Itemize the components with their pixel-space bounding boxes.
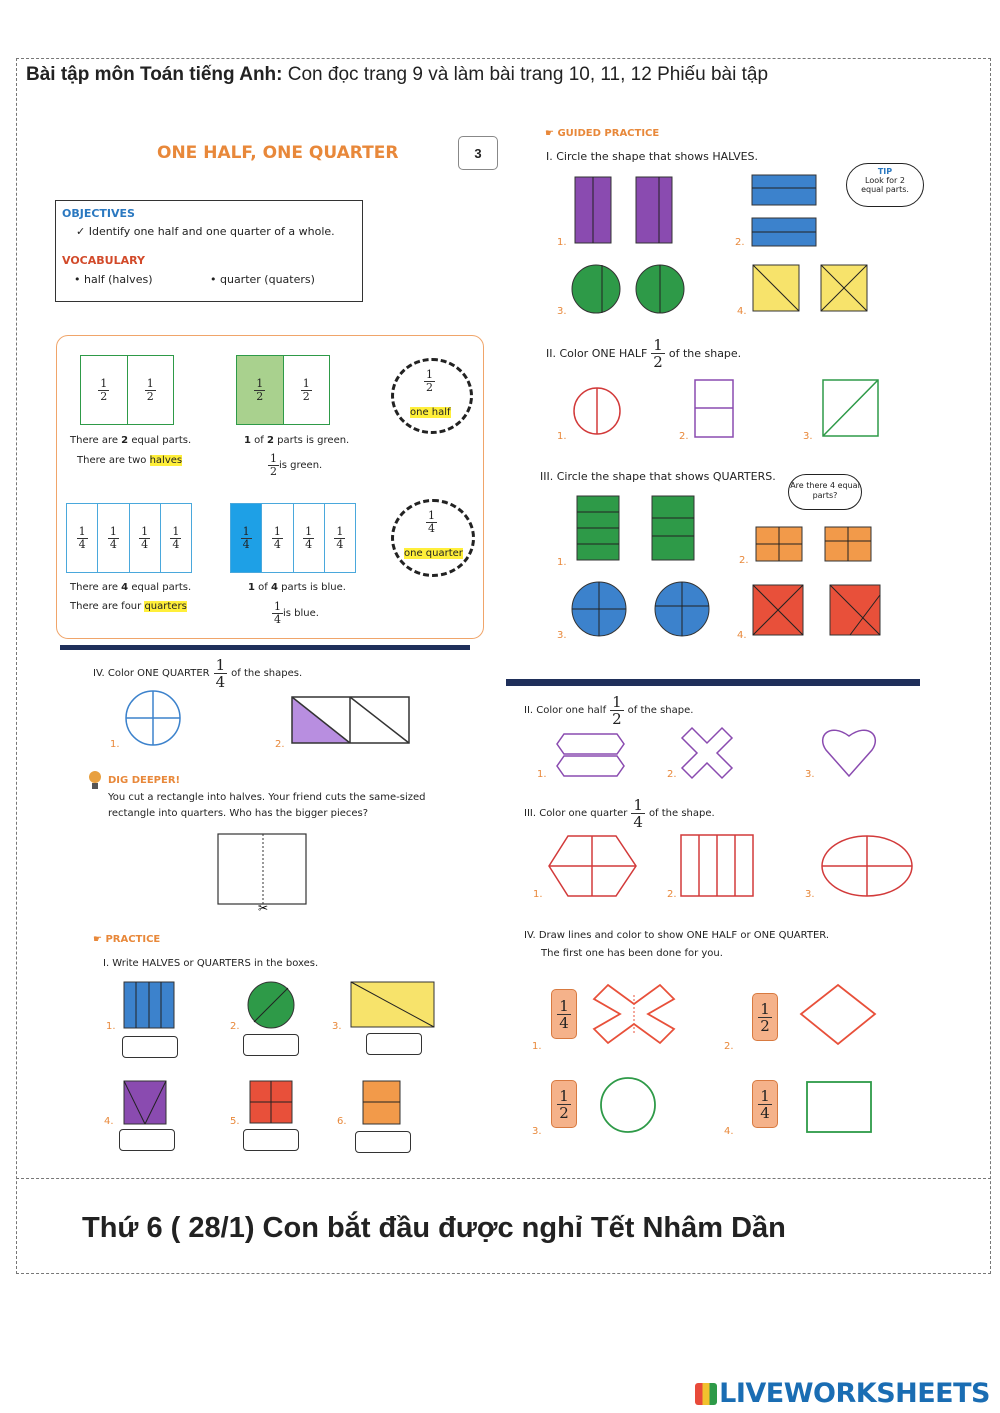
dig-deeper-label: DIG DEEPER!	[108, 775, 181, 786]
right-q4-line2: The first one has been done for you.	[541, 948, 723, 959]
num-label: 2.	[735, 237, 745, 248]
num-label: 3.	[557, 630, 567, 641]
num-label: 4.	[104, 1116, 114, 1127]
right-q3-instruction: III. Color one quarter 1 4 of the shape.	[524, 796, 715, 831]
bar-right	[506, 679, 920, 686]
num-label: 3.	[805, 889, 815, 900]
quarter-part: $\frac{1}{4}$	[130, 504, 161, 572]
one-quarter-label: one quarter	[404, 548, 463, 559]
fraction-tag-half: 1 2	[752, 993, 778, 1041]
practice-shape-2	[248, 982, 294, 1028]
one-half-badge: $\frac{1}{2}$ one half	[391, 358, 473, 434]
practice-label: ☛ PRACTICE	[93, 934, 161, 945]
answer-box-1[interactable]	[122, 1036, 178, 1058]
quarter-part: $\frac{1}{4}$	[98, 504, 129, 572]
right-q3-shape-3[interactable]	[822, 836, 912, 896]
right-q4-shape-1[interactable]	[594, 985, 674, 1043]
num-label: 3.	[557, 306, 567, 317]
guided-q3-shape-3[interactable]	[572, 582, 709, 636]
practice-shape-6	[363, 1081, 400, 1124]
quarter-part: $\frac{1}{4}$	[294, 504, 325, 572]
answer-box-3[interactable]	[366, 1033, 422, 1055]
dig-deeper-rect	[218, 834, 306, 915]
liveworksheets-logo[interactable]	[695, 1378, 990, 1409]
right-q2-shape-3[interactable]	[823, 730, 876, 776]
left-q4-shape-2[interactable]	[292, 697, 409, 743]
num-label: 1.	[557, 431, 567, 442]
guided-q3-shape-1[interactable]	[577, 496, 694, 560]
practice-shape-1	[124, 982, 174, 1028]
right-q2-shape-2[interactable]	[682, 728, 732, 778]
lesson-title: ONE HALF, ONE QUARTER	[157, 143, 399, 163]
num-label: 2.	[724, 1041, 734, 1052]
practice-shape-5	[250, 1081, 292, 1123]
fraction-tag-quarter: 1 4	[752, 1080, 778, 1128]
practice-shape-3	[351, 982, 434, 1027]
one-of-four-text: 1 of 4 parts is blue.	[248, 582, 346, 593]
guided-q2: II. Color ONE HALF 1 2 of the shape.	[546, 336, 742, 371]
half-part: $\frac{1}{2}$	[146, 376, 154, 403]
num-label: 4.	[724, 1126, 734, 1137]
fraction-tag-quarter: 1 4	[551, 989, 577, 1039]
num-label: 2.	[667, 769, 677, 780]
num-label: 2.	[679, 431, 689, 442]
right-q3-shape-1[interactable]	[549, 836, 636, 896]
logo-text: LIVEWORKSHEETS	[719, 1378, 990, 1409]
num-label: 2.	[739, 555, 749, 566]
vocabulary-label: VOCABULARY	[62, 254, 145, 267]
logo-icon	[695, 1383, 717, 1405]
right-q3-shape-2[interactable]	[681, 835, 753, 896]
two-halves-text: There are two halves	[77, 455, 183, 466]
quarter-part: $\frac{1}{4}$	[67, 504, 98, 572]
one-of-two-text: 1 of 2 parts is green.	[244, 435, 350, 446]
quarter-is-blue-text: $\frac{1}{4}$ is blue.	[274, 600, 319, 626]
one-quarter-badge: $\frac{1}{4}$ one quarter	[391, 499, 475, 577]
guided-practice-label: ☛ GUIDED PRACTICE	[545, 128, 660, 139]
guided-q2-shape-2[interactable]	[695, 380, 733, 437]
num-label: 2.	[667, 889, 677, 900]
quarter-part: $\frac{1}{4}$	[336, 524, 344, 551]
quarter-part: $\frac{1}{4}$	[172, 524, 180, 551]
num-label: 3.	[332, 1021, 342, 1032]
num-label: 3.	[805, 769, 815, 780]
svg-text:✂: ✂	[258, 901, 269, 915]
quarter-part-blue: $\frac{1}{4}$	[231, 504, 262, 572]
guided-q2-shape-3[interactable]	[823, 380, 878, 436]
half-part: $\frac{1}{2}$	[302, 376, 310, 403]
right-q2-instruction: II. Color one half 1 2 of the shape.	[524, 693, 694, 728]
right-q4-shape-4[interactable]	[807, 1082, 871, 1132]
num-label: 1.	[110, 739, 120, 750]
guided-q3: III. Circle the shape that shows QUARTERS.	[540, 470, 776, 483]
fraction-tag-half: 1 2	[551, 1080, 577, 1128]
right-q4-line1: IV. Draw lines and color to show ONE HALF or ONE QUARTER.	[524, 930, 830, 941]
num-label: 3.	[532, 1126, 542, 1137]
guided-q1: I. Circle the shape that shows HALVES.	[546, 150, 759, 163]
half-part-green: $\frac{1}{2}$	[237, 356, 284, 424]
left-q4-shape-1[interactable]	[126, 691, 180, 745]
num-label: 5.	[230, 1116, 240, 1127]
header-text: Con đọc trang 9 và làm bài trang 10, 11, 12 Phiếu bài tập	[282, 64, 769, 85]
answer-box-4[interactable]	[119, 1129, 175, 1151]
num-label: 6.	[337, 1116, 347, 1127]
answer-box-6[interactable]	[355, 1131, 411, 1153]
lightbulb-icon	[89, 771, 101, 789]
num-label: 1.	[533, 889, 543, 900]
right-q4-shape-3[interactable]	[601, 1078, 655, 1132]
tip-title: TIP	[877, 167, 893, 176]
answer-box-5[interactable]	[243, 1129, 299, 1151]
left-q4-instruction: IV. Color ONE QUARTER 1 4 of the shapes.	[93, 656, 303, 691]
vocab-quarter: • quarter (quaters)	[210, 273, 315, 286]
four-quarters-text: There are four quarters	[70, 601, 187, 612]
header-bold-label: Bài tập môn Toán tiếng Anh:	[26, 64, 283, 85]
num-label: 3.	[803, 431, 813, 442]
right-q2-shape-1[interactable]	[557, 734, 624, 776]
guided-q3-shape-2[interactable]	[756, 527, 871, 561]
num-label: 1.	[532, 1041, 542, 1052]
num-label: 2.	[230, 1021, 240, 1032]
bar-left	[60, 645, 470, 650]
num-label: 4.	[737, 630, 747, 641]
speech-bubble: Are there 4 equal parts?	[788, 474, 862, 510]
guided-q1-shape-1[interactable]	[575, 177, 672, 243]
num-label: 4.	[737, 306, 747, 317]
objectives-label: OBJECTIVES	[62, 207, 135, 220]
tip-text: Look for 2 equal parts.	[861, 176, 909, 194]
guided-q1-shape-3[interactable]	[572, 265, 684, 313]
quarter-part: $\frac{1}{4}$	[262, 504, 293, 572]
answer-box-2[interactable]	[243, 1034, 299, 1056]
guided-q2-shape-1[interactable]	[574, 388, 620, 434]
guided-q3-shape-4[interactable]	[753, 585, 880, 635]
one-half-label: one half	[410, 407, 451, 418]
dig-deeper-text-1: You cut a rectangle into halves. Your friend cuts the same-sized	[108, 792, 426, 803]
dig-deeper-text-2: rectangle into quarters. Who has the bigger pieces?	[108, 808, 369, 819]
num-label: 1.	[537, 769, 547, 780]
num-label: 2.	[275, 739, 285, 750]
four-equal-parts-text: There are 4 equal parts.	[70, 582, 192, 593]
vocab-half: • half (halves)	[74, 273, 153, 286]
objective-text: ✓ Identify one half and one quarter of a whole.	[76, 225, 335, 238]
practice-shape-4	[124, 1081, 166, 1124]
two-equal-parts-text: There are 2 equal parts.	[70, 435, 192, 446]
half-is-green-text: $\frac{1}{2}$ is green.	[270, 452, 323, 478]
practice-question: I. Write HALVES or QUARTERS in the boxes.	[103, 958, 319, 969]
num-label: 1.	[557, 237, 567, 248]
num-label: 1.	[557, 557, 567, 568]
page-number: 3	[474, 145, 482, 161]
num-label: 1.	[106, 1021, 116, 1032]
guided-q1-shape-4[interactable]	[753, 265, 867, 311]
half-part: $\frac{1}{2}$	[81, 356, 128, 424]
guided-q1-shape-2[interactable]	[752, 175, 816, 246]
footer-notice: Thứ 6 ( 28/1) Con bắt đầu được nghỉ Tết Nhâm Dần	[82, 1212, 786, 1244]
right-q4-shape-2[interactable]	[801, 985, 875, 1044]
